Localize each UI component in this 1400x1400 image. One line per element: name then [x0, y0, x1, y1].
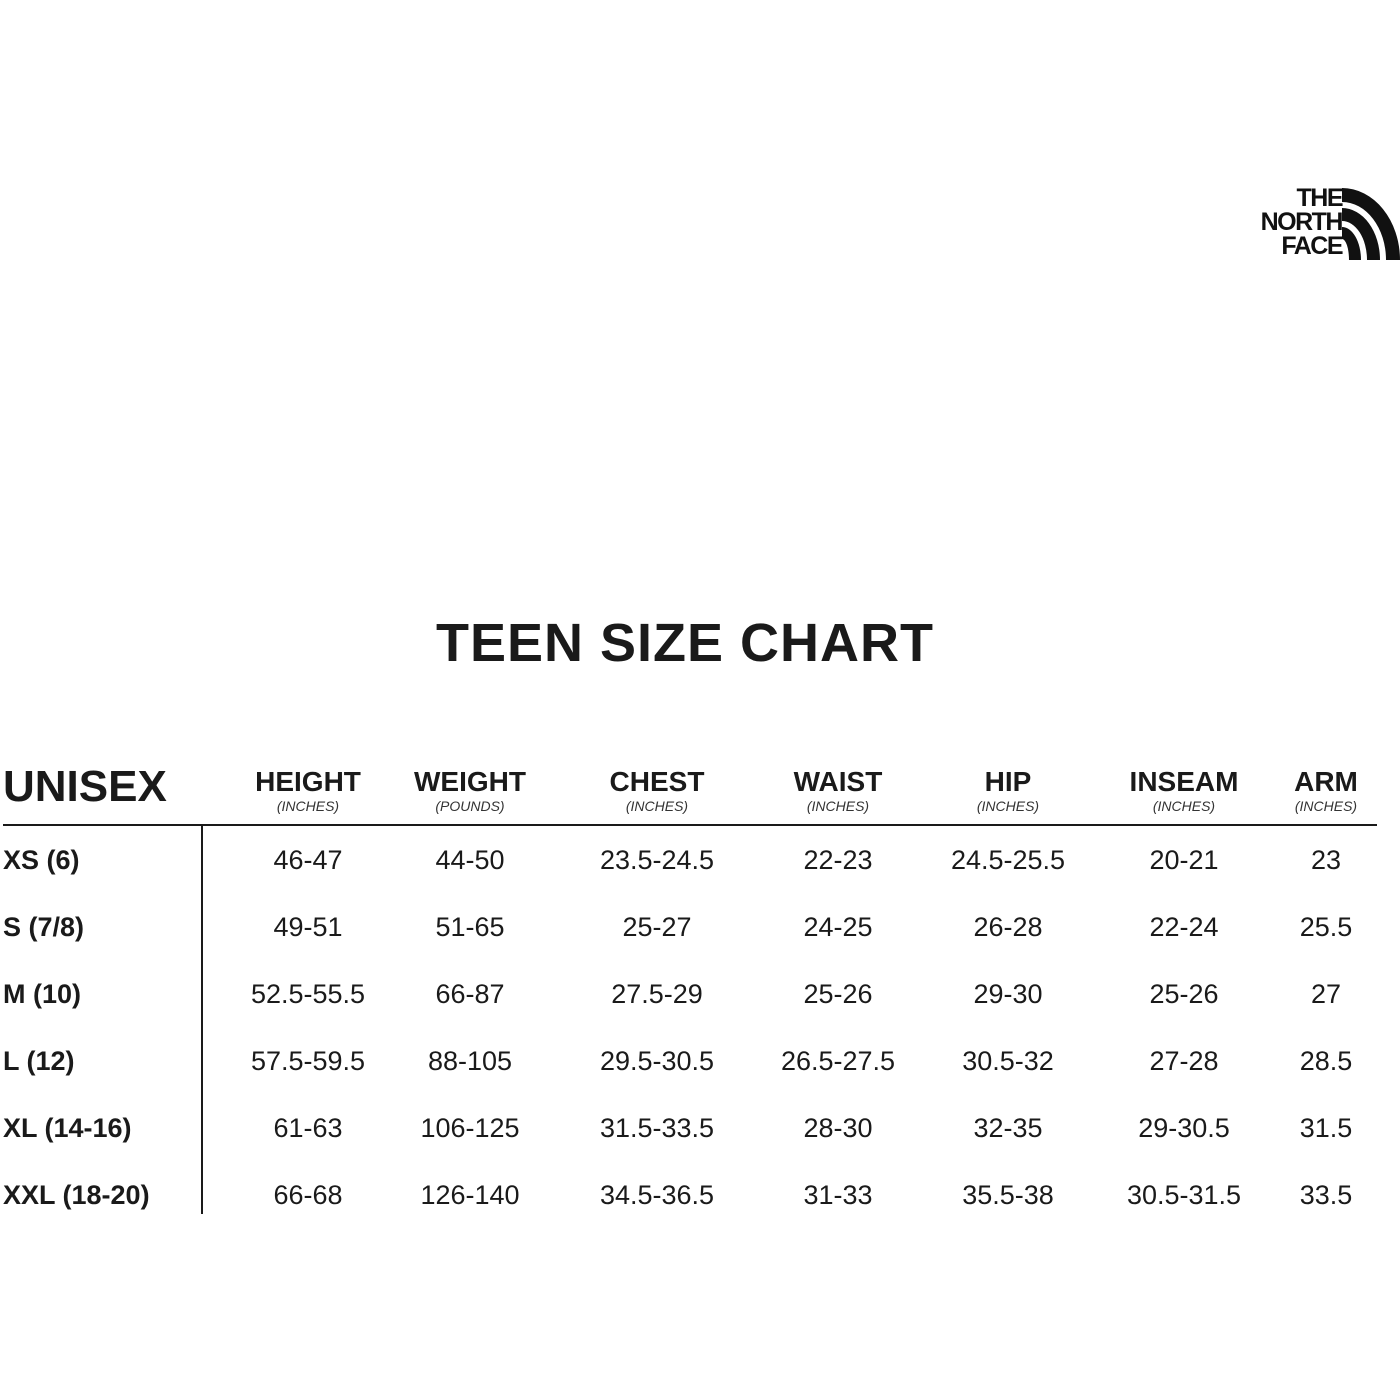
table-cell: 27-28 [1149, 1046, 1219, 1076]
table-cell: 22-23 [803, 845, 873, 875]
table-cell: 26.5-27.5 [780, 1046, 896, 1076]
column-unit: (INCHES) [976, 798, 1040, 814]
column-name: INSEAM [1129, 766, 1239, 797]
table-cell: 32-35 [973, 1113, 1043, 1143]
table-cell: 44-50 [435, 845, 505, 875]
table-row [0, 1175, 1400, 1215]
table-cell: 20-21 [1149, 845, 1219, 875]
table-cell: 25-26 [803, 979, 873, 1009]
table-cell: 23 [1310, 845, 1342, 875]
logo-line: FACE [1281, 232, 1342, 260]
table-cell: 28.5 [1299, 1046, 1353, 1076]
table-cell: 66-87 [435, 979, 505, 1009]
table-cell: 31-33 [803, 1180, 873, 1210]
table-cell: 29-30.5 [1138, 1113, 1230, 1143]
table-cell: 26-28 [973, 912, 1043, 942]
size-column-divider [201, 826, 203, 1214]
table-cell: 61-63 [273, 1113, 343, 1143]
table-cell: 22-24 [1149, 912, 1219, 942]
table-cell: 106-125 [420, 1113, 520, 1143]
table-cell: 30.5-32 [962, 1046, 1054, 1076]
table-cell: 52.5-55.5 [250, 979, 366, 1009]
column-name: ARM [1294, 766, 1358, 797]
size-label: M (10) [3, 979, 82, 1009]
table-cell: 24.5-25.5 [950, 845, 1066, 875]
logo-line: THE [1296, 184, 1342, 212]
table-cell: 66-68 [273, 1180, 343, 1210]
table-cell: 25-27 [622, 912, 692, 942]
column-name: HIP [984, 766, 1032, 797]
table-cell: 29.5-30.5 [599, 1046, 715, 1076]
size-label: XXL (18-20) [3, 1180, 150, 1210]
table-cell: 33.5 [1299, 1180, 1353, 1210]
table-row [0, 840, 1400, 880]
table-cell: 35.5-38 [962, 1180, 1054, 1210]
column-unit: (INCHES) [1152, 798, 1216, 814]
column-unit: (INCHES) [1294, 798, 1358, 814]
table-row [0, 974, 1400, 1014]
column-header-waist [753, 766, 923, 814]
table-cell: 28-30 [803, 1113, 873, 1143]
table-cell: 27.5-29 [611, 979, 703, 1009]
table-row [0, 907, 1400, 947]
table-cell: 23.5-24.5 [599, 845, 715, 875]
size-label: L (12) [3, 1046, 75, 1076]
table-cell: 27 [1310, 979, 1342, 1009]
column-header-hip [923, 766, 1093, 814]
size-label: XS (6) [3, 845, 80, 875]
logo-wordmark [1261, 186, 1342, 258]
size-label: XL (14-16) [3, 1113, 132, 1143]
column-name: HEIGHT [255, 766, 361, 797]
column-header-arm [1241, 766, 1400, 814]
table-cell: 31.5 [1299, 1113, 1353, 1143]
size-label: S (7/8) [3, 912, 85, 942]
table-cell: 25-26 [1149, 979, 1219, 1009]
column-unit: (INCHES) [806, 798, 870, 814]
table-cell: 30.5-31.5 [1126, 1180, 1242, 1210]
table-cell: 29-30 [973, 979, 1043, 1009]
table-cell: 24-25 [803, 912, 873, 942]
column-header-height [223, 766, 393, 814]
half-dome-icon [1342, 188, 1400, 260]
logo-line: NORTH [1260, 208, 1342, 236]
column-unit: (POUNDS) [435, 798, 505, 814]
table-cell: 57.5-59.5 [250, 1046, 366, 1076]
page-title: TEEN SIZE CHART [435, 613, 935, 673]
column-header-chest [572, 766, 742, 814]
column-unit: (INCHES) [276, 798, 340, 814]
table-row [0, 1041, 1400, 1081]
table-cell: 34.5-36.5 [599, 1180, 715, 1210]
column-name: WAIST [793, 766, 883, 797]
header-divider [3, 824, 1377, 826]
column-unit: (INCHES) [625, 798, 689, 814]
section-label: UNISEX [3, 762, 167, 811]
column-name: CHEST [609, 766, 705, 797]
brand-logo [1238, 186, 1400, 262]
column-name: WEIGHT [414, 766, 526, 797]
table-row [0, 1108, 1400, 1148]
table-cell: 25.5 [1299, 912, 1353, 942]
table-cell: 49-51 [273, 912, 343, 942]
table-cell: 46-47 [273, 845, 343, 875]
table-cell: 51-65 [435, 912, 505, 942]
table-cell: 126-140 [420, 1180, 520, 1210]
table-cell: 88-105 [427, 1046, 513, 1076]
table-cell: 31.5-33.5 [599, 1113, 715, 1143]
column-header-weight [385, 766, 555, 814]
